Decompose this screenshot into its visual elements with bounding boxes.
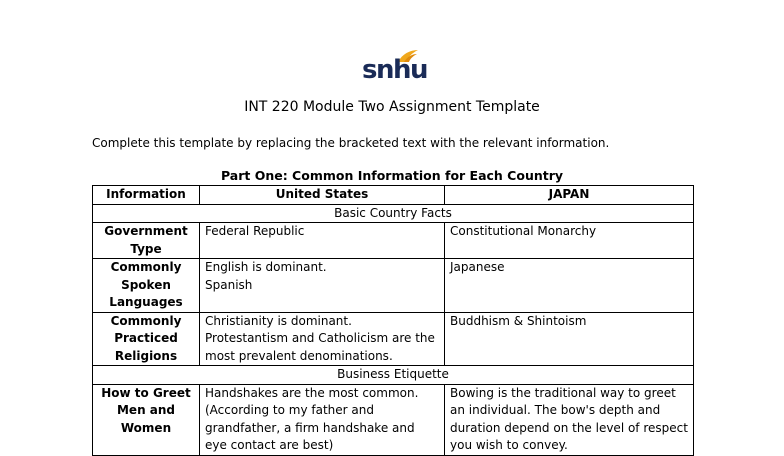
section-row <box>93 204 694 223</box>
row-label-languages: Commonly Spoken Languages <box>93 259 200 313</box>
table-row <box>93 223 694 259</box>
section-basic-country-facts: Basic Country Facts <box>93 204 694 223</box>
logo-text: snhu <box>362 55 428 85</box>
part-one-title: Part One: Common Information for Each Country <box>220 168 564 183</box>
header-information: Information <box>93 186 200 205</box>
section-row <box>93 366 694 385</box>
header-japan: JAPAN <box>445 186 694 205</box>
section-business-etiquette: Business Etiquette <box>93 366 694 385</box>
header-united-states: United States <box>200 186 445 205</box>
table-row <box>93 312 694 366</box>
us-greetings: Handshakes are the most common. (According to my father and grandfather, a firm handshake and eye contact are best) <box>200 384 445 455</box>
table-row <box>93 259 694 313</box>
japan-greetings: Bowing is the traditional way to greet an individual. The bow's depth and duration depend on the level of respect you wish to convey. <box>445 384 694 455</box>
document-title: INT 220 Module Two Assignment Template <box>244 99 540 115</box>
us-languages: English is dominant. Spanish <box>200 259 445 313</box>
table-row <box>93 384 694 455</box>
us-government-type: Federal Republic <box>200 223 445 259</box>
instructions-text: Complete this template by replacing the bracketed text with the relevant information. <box>92 136 610 150</box>
row-label-greetings: How to Greet Men and Women <box>93 384 200 455</box>
us-religions: Christianity is dominant. Protestantism and Catholicism are the most prevalent denominations. <box>200 312 445 366</box>
japan-government-type: Constitutional Monarchy <box>445 223 694 259</box>
table-header-row <box>93 186 694 205</box>
row-label-government-type: Government Type <box>93 223 200 259</box>
row-label-religions: Commonly Practiced Religions <box>93 312 200 366</box>
japan-languages: Japanese <box>445 259 694 313</box>
country-info-table <box>92 185 694 456</box>
snhu-logo <box>362 48 428 86</box>
japan-religions: Buddhism & Shintoism <box>445 312 694 366</box>
